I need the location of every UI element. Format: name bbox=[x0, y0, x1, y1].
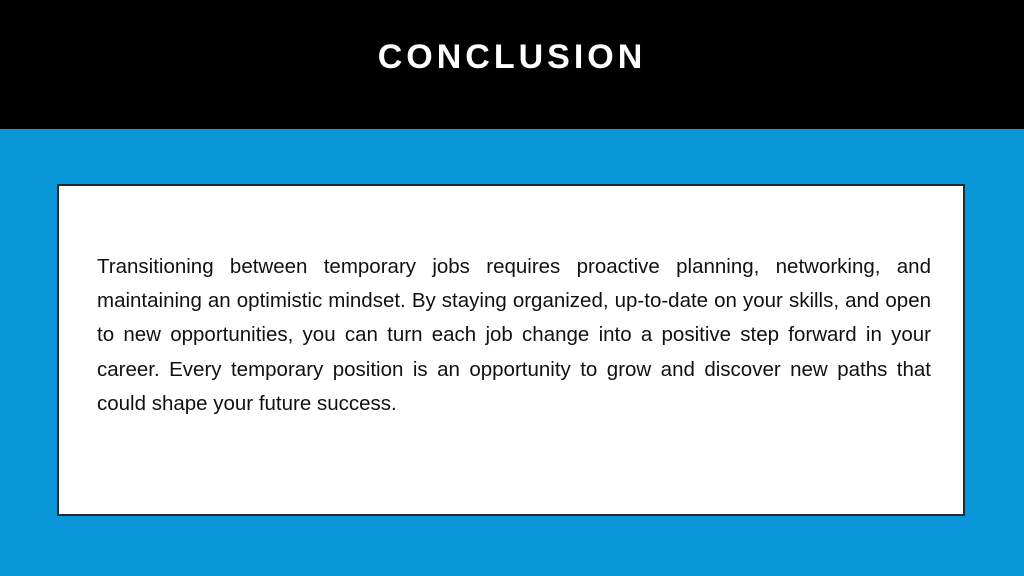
header-bar bbox=[0, 0, 1024, 129]
conclusion-paragraph: Transitioning between temporary jobs requires proactive planning, networking, and maintaining an optimistic mindset. By staying organized, up-to-date on your skills, and open to new opportunities, you can turn each job change into a positive step forward in your career. Every temporary position is an opportunity to grow and discover new paths that could shape your future success. bbox=[97, 255, 931, 415]
slide-title: CONCLUSION bbox=[377, 38, 647, 76]
content-card bbox=[57, 184, 965, 516]
